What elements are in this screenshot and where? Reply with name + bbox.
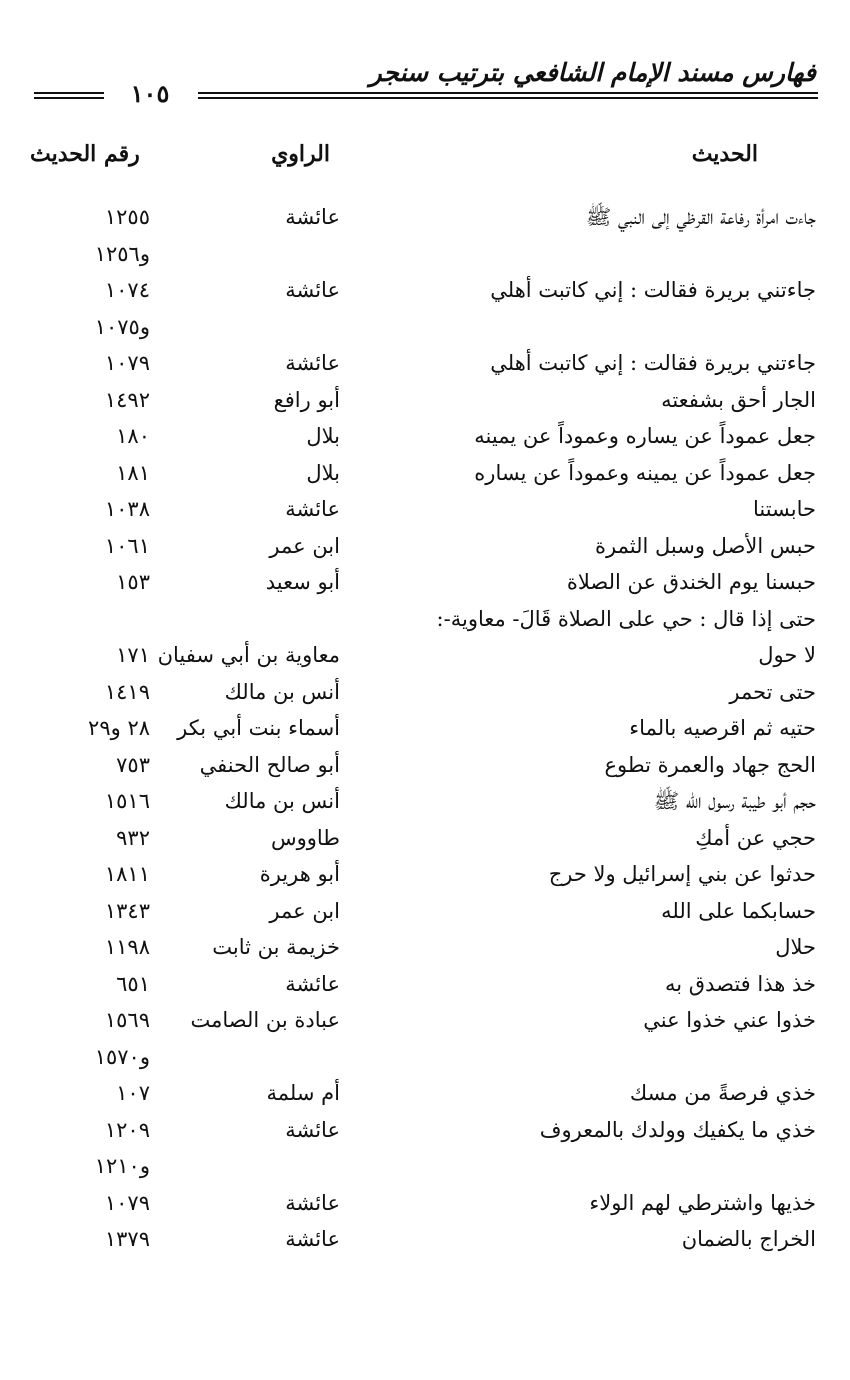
hadith-number: و١٥٧٠ bbox=[94, 1044, 150, 1069]
narrator-name: خزيمة بن ثابت bbox=[212, 935, 340, 959]
table-row bbox=[0, 856, 850, 893]
table-row bbox=[0, 1075, 850, 1112]
index-table bbox=[0, 199, 850, 1258]
hadith-number: ١٤٩٢ bbox=[104, 387, 150, 412]
hadith-number: ١٨١١ bbox=[104, 862, 150, 886]
hadith-text: حابستنا bbox=[752, 497, 816, 521]
hadith-number: ١٢٥٥ bbox=[104, 205, 150, 229]
table-row bbox=[0, 637, 850, 674]
narrator-name: ابن عمر bbox=[269, 533, 340, 558]
narrator-name: عائشة bbox=[285, 205, 340, 229]
table-row bbox=[0, 1185, 850, 1222]
hadith-text: لا حول bbox=[758, 643, 816, 667]
narrator-name: عبادة بن الصامت bbox=[190, 1008, 340, 1032]
hadith-text: الجار أحق بشفعته bbox=[661, 387, 816, 412]
hadith-text: جعل عموداً عن يمينه وعموداً عن يساره bbox=[474, 460, 816, 485]
table-row bbox=[0, 491, 850, 528]
hadith-number: ١٤١٩ bbox=[104, 679, 150, 704]
narrator-name: أبو رافع bbox=[273, 387, 340, 412]
table-row bbox=[0, 1148, 850, 1185]
table-row bbox=[0, 1112, 850, 1149]
table-row bbox=[0, 564, 850, 601]
page-number: ١٠٥ bbox=[130, 79, 170, 108]
table-row bbox=[0, 893, 850, 930]
narrator-name: معاوية بن أبي سفيان bbox=[157, 643, 340, 667]
hadith-number: ١٧١ bbox=[116, 643, 150, 667]
hadith-number: ٦٥١ bbox=[116, 971, 150, 996]
hadith-number: ١٣٧٩ bbox=[104, 1227, 150, 1251]
table-row bbox=[0, 382, 850, 419]
table-row bbox=[0, 710, 850, 747]
hadith-number: ١٣٤٣ bbox=[104, 898, 150, 923]
hadith-number: ١٨٠ bbox=[116, 424, 150, 448]
hadith-text: حجم أبو طيبة رسول الله ﷺ bbox=[653, 789, 816, 813]
hadith-text: حبسنا يوم الخندق عن الصلاة bbox=[566, 570, 816, 594]
hadith-number: ١٠٧٩ bbox=[104, 1190, 150, 1215]
table-row bbox=[0, 455, 850, 492]
table-row bbox=[0, 1002, 850, 1039]
hadith-text: الخراج بالضمان bbox=[681, 1227, 816, 1251]
hadith-text: حجي عن أمكِ bbox=[695, 825, 816, 850]
column-header-rawi: الراوي bbox=[271, 141, 330, 167]
table-row bbox=[0, 820, 850, 857]
narrator-name: عائشة bbox=[285, 971, 340, 996]
hadith-number: ٧٥٣ bbox=[116, 752, 150, 777]
narrator-name: عائشة bbox=[285, 1190, 340, 1215]
hadith-text: حتى إذا قال : حي على الصلاة قَالَ- معاوية-: bbox=[436, 606, 816, 631]
table-row bbox=[0, 966, 850, 1003]
hadith-text: حتى تحمر bbox=[729, 679, 816, 704]
hadith-number: و١٠٧٥ bbox=[94, 314, 150, 339]
hadith-text: حدثوا عن بني إسرائيل ولا حرج bbox=[548, 862, 816, 886]
hadith-number: ١٠٧٩ bbox=[104, 351, 150, 375]
narrator-name: أنس بن مالك bbox=[224, 789, 340, 813]
table-row bbox=[0, 418, 850, 455]
table-row bbox=[0, 528, 850, 565]
narrator-name: أبو هريرة bbox=[259, 862, 340, 886]
table-row bbox=[0, 345, 850, 382]
hadith-text: خذي فرصةً من مسك bbox=[629, 1081, 816, 1105]
table-row bbox=[0, 747, 850, 784]
hadith-text: حلال bbox=[775, 935, 816, 959]
table-row bbox=[0, 929, 850, 966]
hadith-number: ١٥١٦ bbox=[104, 789, 150, 813]
table-row bbox=[0, 1039, 850, 1076]
narrator-name: بلال bbox=[306, 424, 340, 448]
hadith-text: جعل عموداً عن يساره وعموداً عن يمينه bbox=[474, 424, 816, 448]
table-row bbox=[0, 309, 850, 346]
table-row bbox=[0, 783, 850, 820]
header-rule-right bbox=[198, 92, 818, 99]
narrator-name: أسماء بنت أبي بكر bbox=[177, 716, 340, 740]
hadith-number: ١٨١ bbox=[116, 460, 150, 485]
narrator-name: عائشة bbox=[285, 278, 340, 302]
table-row bbox=[0, 1221, 850, 1258]
narrator-name: أبو سعيد bbox=[265, 570, 340, 594]
hadith-number: ١٥٣ bbox=[116, 570, 150, 594]
hadith-text: خذ هذا فتصدق به bbox=[665, 971, 816, 996]
hadith-number: ١١٩٨ bbox=[104, 935, 150, 959]
narrator-name: أبو صالح الحنفي bbox=[199, 752, 340, 777]
hadith-text: خذوا عني خذوا عني bbox=[643, 1008, 816, 1032]
hadith-number: و١٢١٠ bbox=[94, 1154, 150, 1178]
header-rule-left bbox=[34, 92, 104, 99]
hadith-text: حتيه ثم اقرصيه بالماء bbox=[629, 716, 816, 740]
table-row bbox=[0, 674, 850, 711]
hadith-text: خذيها واشترطي لهم الولاء bbox=[589, 1190, 816, 1215]
hadith-number: ٢٨ و٢٩ bbox=[88, 716, 150, 740]
column-header-hadith: الحديث bbox=[691, 141, 758, 167]
column-header-number: رقم الحديث bbox=[30, 141, 140, 167]
narrator-name: عائشة bbox=[285, 497, 340, 521]
hadith-text: الحج جهاد والعمرة تطوع bbox=[604, 752, 816, 777]
hadith-text: جاءتني بريرة فقالت : إني كاتبت أهلي bbox=[490, 278, 816, 302]
table-row bbox=[0, 601, 850, 638]
hadith-text: جاءتني بريرة فقالت : إني كاتبت أهلي bbox=[490, 351, 816, 375]
table-row bbox=[0, 199, 850, 236]
narrator-name: عائشة bbox=[285, 351, 340, 375]
hadith-number: ١٥٦٩ bbox=[104, 1008, 150, 1032]
narrator-name: بلال bbox=[306, 460, 340, 485]
hadith-text: حسابكما على الله bbox=[661, 898, 816, 923]
table-row bbox=[0, 272, 850, 309]
narrator-name: طاووس bbox=[270, 825, 340, 850]
hadith-number: ١٢٠٩ bbox=[104, 1117, 150, 1142]
hadith-number: ٩٣٢ bbox=[116, 825, 150, 850]
narrator-name: عائشة bbox=[285, 1227, 340, 1251]
header-title: فهارس مسند الإمام الشافعي بترتيب سنجر bbox=[369, 58, 816, 87]
hadith-number: ١٠٧ bbox=[116, 1081, 150, 1105]
narrator-name: أم سلمة bbox=[266, 1081, 340, 1105]
hadith-text: حبس الأصل وسبل الثمرة bbox=[595, 533, 816, 558]
hadith-text: خذي ما يكفيك وولدك بالمعروف bbox=[539, 1117, 816, 1142]
narrator-name: ابن عمر bbox=[269, 898, 340, 923]
hadith-number: ١٠٣٨ bbox=[104, 497, 150, 521]
table-row bbox=[0, 236, 850, 273]
hadith-number: ١٠٦١ bbox=[104, 533, 150, 558]
hadith-text: جاءت امرأة رفاعة القرظي إلى النبي ﷺ bbox=[585, 205, 816, 229]
hadith-number: ١٠٧٤ bbox=[104, 278, 150, 302]
hadith-number: و١٢٥٦ bbox=[94, 241, 150, 266]
narrator-name: عائشة bbox=[285, 1117, 340, 1142]
narrator-name: أنس بن مالك bbox=[224, 679, 340, 704]
